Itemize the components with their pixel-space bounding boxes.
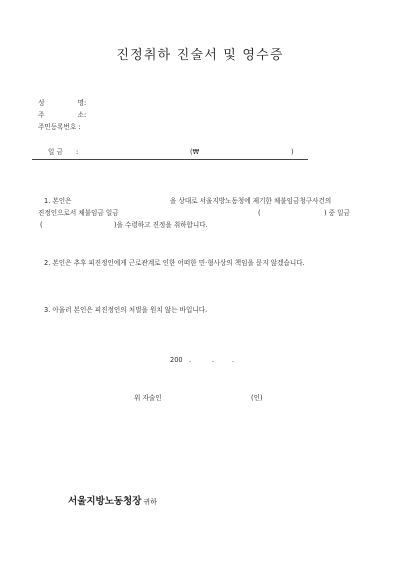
paragraph-1-line-3: )을 수령하고 진정을 취하합니다. [114, 221, 208, 229]
signature-label: 위 자술인 [134, 394, 162, 402]
recipient-name: 서울지방노동청장 [68, 496, 142, 507]
wage-currency-close: ) [291, 148, 294, 156]
wage-label: 일 금 [48, 148, 63, 156]
paragraph-2: 2. 본인은 추후 피진정인에게 근로관계로 인한 어떠한 민·형사상의 책임을 묻지 않겠습니다. [44, 259, 305, 267]
recipient-suffix: 귀하 [143, 498, 157, 506]
paragraph-1-line-1: 을 상대로 서울지방노동청에 제기한 체불임금청구사건의 [170, 197, 332, 205]
resident-number-label: 주민등록번호 [38, 123, 77, 131]
paragraph-1-amount-open: ( [258, 209, 261, 217]
wage-line [32, 149, 308, 160]
address-field [38, 110, 86, 120]
seal-mark: (인) [251, 394, 263, 402]
date-separator-2: . [212, 356, 215, 364]
name-label: 성 명 [38, 99, 84, 107]
resident-number-colon: : [78, 123, 81, 131]
address-colon: : [84, 111, 87, 119]
wage-currency-open: (₩ [190, 148, 200, 156]
name-field [38, 98, 86, 108]
document-title: 진정취하 진술서 및 영수증 [116, 48, 284, 63]
resident-number-field [38, 122, 81, 132]
date-separator-1: . [189, 356, 192, 364]
paragraph-1-amount-close: ) 중 일금 [324, 209, 350, 217]
address-label: 주 소 [38, 111, 84, 119]
date-separator-3: . [232, 356, 235, 364]
name-colon: : [84, 99, 87, 107]
recipient [68, 493, 157, 507]
paragraph-1-line-2: 진정인으로서 체불임금 일금 [38, 209, 119, 217]
paragraph-3: 3. 아울러 본인은 피진정인의 처벌을 원치 않는 바입니다. [44, 306, 208, 314]
paragraph-1-start: 1. 본인은 [44, 197, 72, 205]
date-year: 200 [170, 356, 183, 364]
wage-colon: : [76, 148, 79, 156]
paragraph-1-received-open: ( [40, 221, 43, 229]
